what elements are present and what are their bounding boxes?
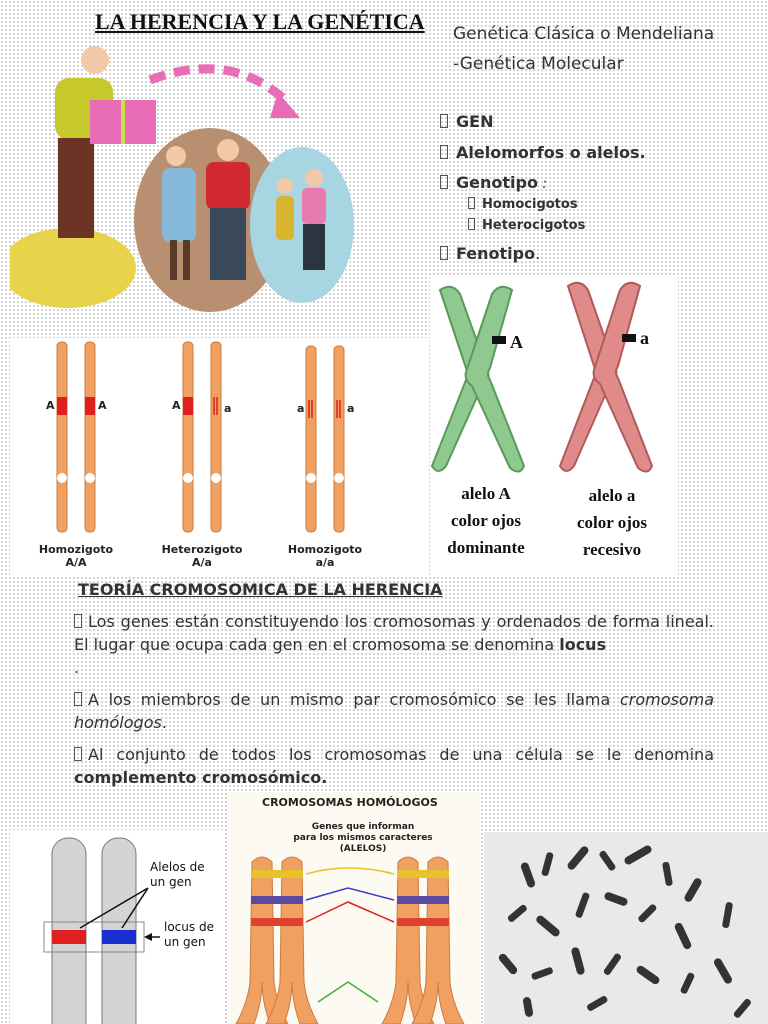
zygosity-label-3 bbox=[275, 543, 375, 569]
bullet-icon bbox=[440, 175, 448, 189]
concept-fenotipo bbox=[440, 244, 540, 263]
bullet-icon bbox=[74, 747, 82, 761]
zygosity-label-2-line1: Heterozigoto bbox=[161, 543, 243, 556]
dominant-allele-tag: A bbox=[510, 332, 523, 352]
bullet-icon bbox=[440, 246, 448, 260]
concept-genotipo-suffix: : bbox=[537, 176, 548, 192]
recessive-caption bbox=[552, 482, 672, 563]
concept-gen-label: GEN bbox=[456, 112, 494, 131]
alleles-label bbox=[150, 860, 205, 890]
allele-chromosomes-panel bbox=[430, 276, 678, 576]
recessive-caption-line2: color ojos bbox=[576, 513, 648, 532]
chromosome-pair-1 bbox=[57, 342, 95, 532]
theory-paragraph-3 bbox=[74, 743, 714, 789]
theory-p1-locus: locus bbox=[559, 635, 607, 654]
bullet-icon bbox=[74, 692, 82, 706]
bullet-icon bbox=[440, 145, 448, 159]
dominant-caption bbox=[426, 480, 546, 561]
chromosome-pair-3 bbox=[306, 346, 344, 532]
page-title: LA HERENCIA Y LA GENÉTICA bbox=[95, 9, 425, 34]
chromosome-dominant bbox=[432, 287, 524, 472]
bullet-icon bbox=[440, 114, 448, 128]
zygosity-diagram bbox=[10, 338, 428, 576]
zygosity-label-2-line2: A/a bbox=[192, 556, 212, 569]
theory-p1-end: . bbox=[74, 658, 80, 677]
bullet-icon bbox=[468, 197, 475, 209]
branch-molecular: -Genética Molecular bbox=[453, 54, 624, 74]
homologous-subtitle bbox=[288, 822, 438, 855]
chromosome-recessive bbox=[560, 283, 652, 472]
theory-paragraph-2 bbox=[74, 688, 714, 734]
locus-label-line2: un gen bbox=[164, 935, 206, 949]
concept-genotipo bbox=[440, 173, 547, 192]
theory-heading: TEORÍA CROMOSOMICA DE LA HERENCIA bbox=[78, 580, 443, 599]
theory-p3-bold: complemento cromosómico. bbox=[74, 768, 328, 787]
allele-label: A bbox=[98, 399, 107, 412]
family-illustration bbox=[10, 40, 355, 315]
recessive-caption-line3: recesivo bbox=[582, 540, 642, 559]
alleles-label-line2: un gen bbox=[150, 875, 192, 889]
allele-label: a bbox=[347, 402, 355, 415]
homologous-diagram bbox=[228, 792, 480, 1024]
recessive-caption-line1: alelo a bbox=[588, 486, 636, 505]
concept-fenotipo-suffix: . bbox=[535, 244, 541, 263]
theory-p2-italic: cromosoma homólogos bbox=[74, 690, 714, 732]
locus-label-line1: locus de bbox=[164, 920, 214, 934]
genotype-heterocigotos bbox=[468, 218, 585, 233]
recessive-allele-tag: a bbox=[640, 328, 649, 348]
zygosity-label-2 bbox=[152, 543, 252, 569]
theory-p1-text: Los genes están constituyendo los cromosomas y ordenados de forma lineal. El lugar que ocupa cada gen en el cromosoma se denomina bbox=[74, 612, 714, 654]
zygosity-label-1 bbox=[26, 543, 126, 569]
concept-fenotipo-label: Fenotipo bbox=[456, 244, 536, 263]
concept-genotipo-label: Genotipo bbox=[456, 173, 538, 192]
zygosity-label-1-line1: Homozigoto bbox=[38, 543, 114, 556]
theory-p2-text: A los miembros de un mismo par cromosómico se les llama bbox=[88, 690, 620, 709]
zygosity-label-3-line2: a/a bbox=[315, 556, 335, 569]
allele-label: A bbox=[46, 399, 55, 412]
genotype-heterocigotos-label: Heterocigotos bbox=[482, 218, 586, 233]
dominant-caption-line1: alelo A bbox=[461, 484, 511, 503]
homologous-subtitle-line1: Genes que informan bbox=[311, 822, 415, 832]
genotype-homocigotos bbox=[468, 197, 578, 212]
allele-label: a bbox=[297, 402, 305, 415]
concept-alelos bbox=[440, 143, 646, 162]
branch-classic: Genética Clásica o Mendeliana bbox=[453, 24, 715, 44]
allele-label: A bbox=[172, 399, 181, 412]
theory-p3-text: Al conjunto de todos los cromosomas de una célula se le denomina bbox=[88, 745, 714, 764]
locus-diagram bbox=[10, 830, 225, 1024]
karyotype-micrograph bbox=[484, 832, 768, 1024]
bullet-icon bbox=[468, 218, 475, 230]
genotype-homocigotos-label: Homocigotos bbox=[482, 197, 578, 212]
zygosity-label-3-line1: Homozigoto bbox=[287, 543, 363, 556]
locus-label bbox=[164, 920, 214, 950]
dominant-caption-line2: color ojos bbox=[450, 511, 522, 530]
theory-paragraph-1 bbox=[74, 610, 714, 679]
chromosome-pair-2 bbox=[183, 342, 221, 532]
concept-gen bbox=[440, 112, 493, 131]
allele-label: a bbox=[224, 402, 232, 415]
homologous-chromosome-left bbox=[236, 857, 318, 1024]
bullet-icon bbox=[74, 614, 82, 628]
concept-alelos-label: Alelomorfos o alelos. bbox=[456, 143, 646, 162]
homologous-title: CROMOSOMAS HOMÓLOGOS bbox=[262, 796, 438, 809]
alleles-label-line1: Alelos de bbox=[150, 860, 205, 874]
homologous-subtitle-line3: (ALELOS) bbox=[339, 844, 387, 854]
homologous-chromosome-right bbox=[382, 857, 464, 1024]
dominant-caption-line3: dominante bbox=[447, 538, 525, 557]
theory-p2-end: . bbox=[161, 713, 167, 732]
zygosity-label-1-line2: A/A bbox=[65, 556, 87, 569]
homologous-subtitle-line2: para los mismos caracteres bbox=[293, 833, 433, 843]
